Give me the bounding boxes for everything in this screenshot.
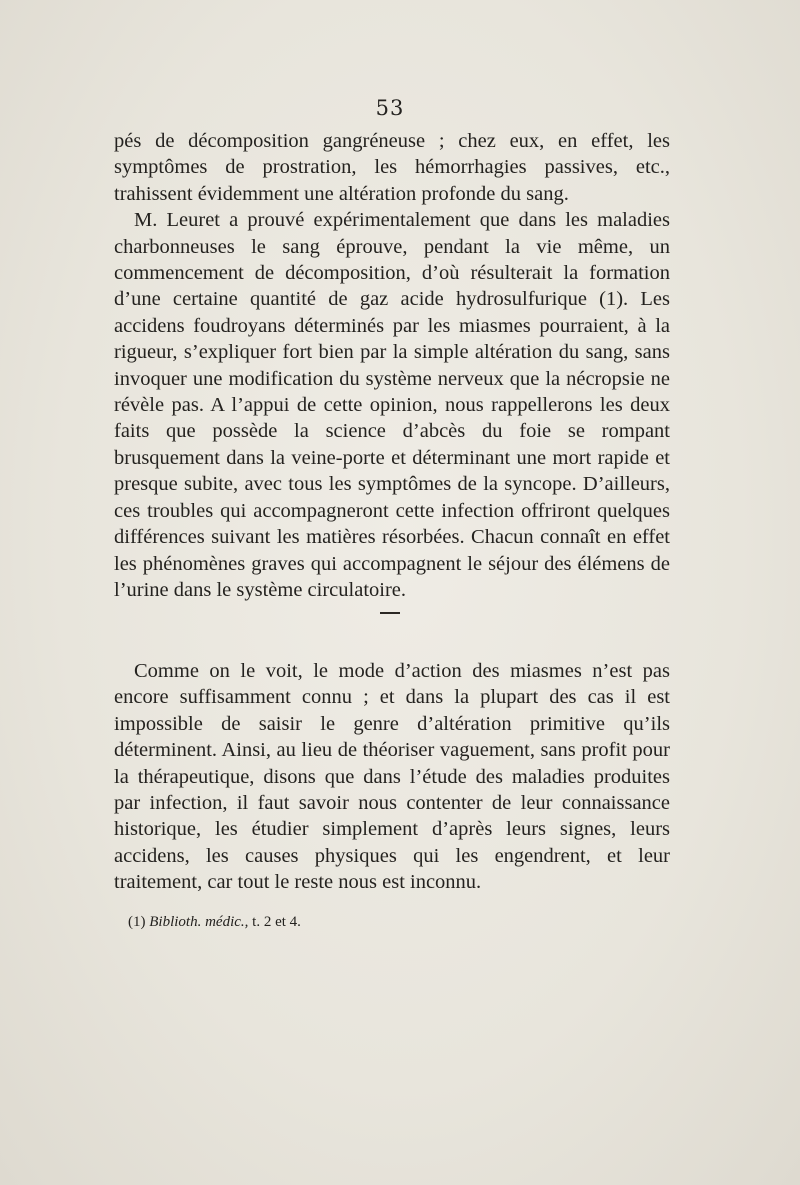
main-text-block <box>114 128 670 603</box>
footnote-rest: t. 2 et 4. <box>252 914 301 930</box>
footnote-marker: (1) <box>128 914 146 930</box>
paragraph-3: Comme on le voit, le mode d’action des miasmes n’est pas encore suffisamment connu ; et dans la plupart des cas il est impossible de saisir le genre d’altération primitive qu’ils déterminent. Ainsi, au lieu de théoriser vaguement, sans profit pour la thérapeutique, disons que dans l’étude des maladies produites par infection, il faut savoir nous contenter de leur connaissance historique, les étudier simplement d’après leurs signes, leurs accidens, les causes physiques qui les engendrent, et leur traitement, car tout le reste nous est inconnu. <box>114 660 670 894</box>
paragraph-1: pés de décomposition gangréneuse ; chez eux, en effet, les symptômes de prostration, les hémorrhagies passives, etc., trahissent évidemment une altération profonde du sang. <box>114 130 670 205</box>
footnote <box>128 912 648 932</box>
section-separator <box>380 612 400 614</box>
footnote-title: Biblioth. médic., <box>149 914 249 930</box>
second-text-block <box>114 658 670 896</box>
page-number: 53 <box>375 96 405 120</box>
paragraph-2: M. Leuret a prouvé expérimentalement que dans les maladies charbonneuses le sang éprouve, pendant la vie même, un commencement de décomposition, d’où résulterait la formation d’une certaine quantité de gaz acide hydrosulfurique (1). Les accidens foudroyans déterminés par les miasmes pourraient, à la rigueur, s’expliquer fort bien par la simple altération du sang, sans invoquer une modification du système nerveux que la nécropsie ne révèle pas. A l’appui de cette opinion, nous rappellerons les deux faits que possède la science d’abcès du foie se rompant brusquement dans la veine-porte et déterminant une mort rapide et presque subite, avec tous les symptômes de la syncope. D’ailleurs, ces troubles qui accompagneront cette infection offriront quelques différences suivant les matières résorbées. Chacun connaît en effet les phénomènes graves qui accompagnent le séjour des élémens de l’urine dans le système circulatoire. <box>114 209 670 601</box>
